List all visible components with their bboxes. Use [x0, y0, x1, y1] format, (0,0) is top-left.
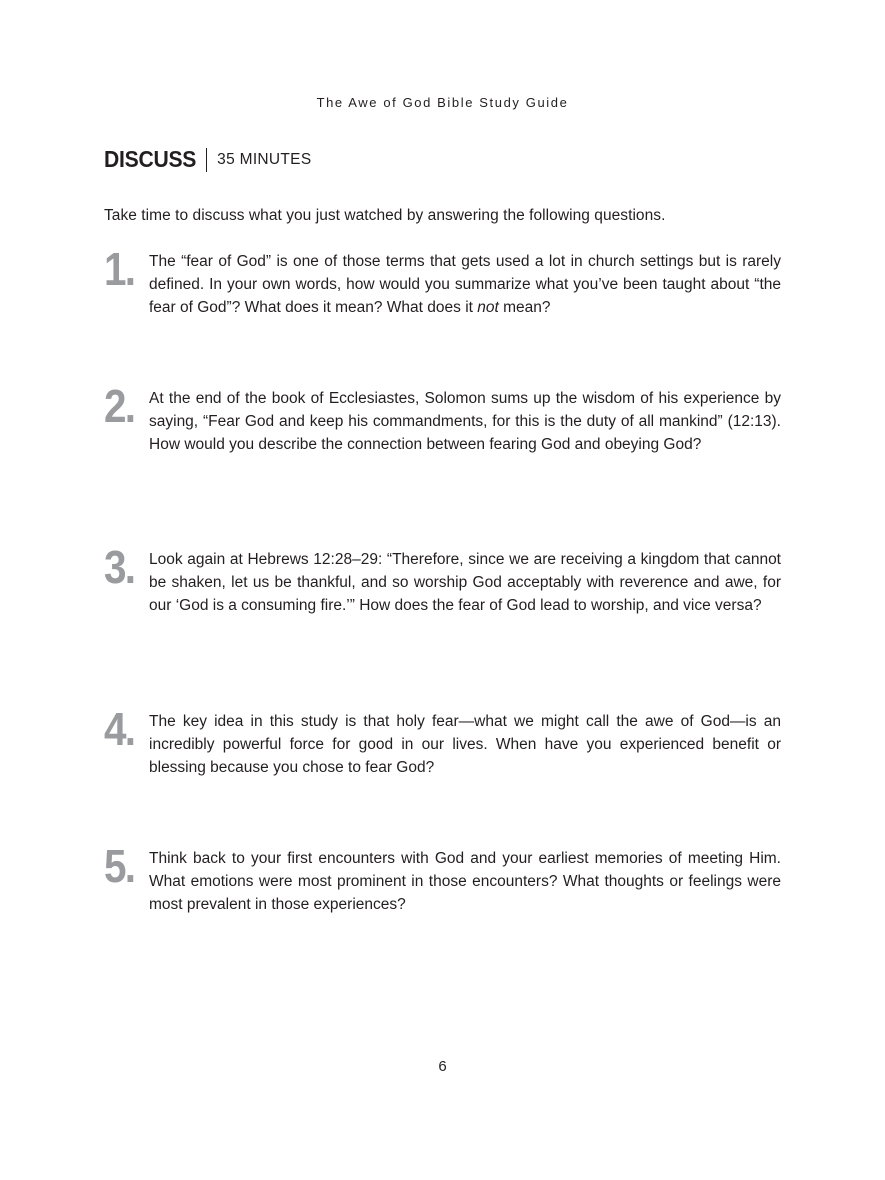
question-text-part: mean? [498, 299, 551, 316]
question-text [149, 250, 781, 319]
question-number: 2. [104, 380, 135, 432]
question-5 [104, 840, 784, 947]
question-text-emphasis: not [477, 299, 499, 316]
section-divider [206, 148, 207, 172]
question-text: Look again at Hebrews 12:28–29: “Therefore, since we are receiving a kingdom that cannot be shaken, let us be thankful, and so worship God acceptably with reverence and awe, for our ‘God is a consuming fire.’” How does the fear of God lead to worship, and vice versa? [149, 551, 781, 614]
question-number: 4. [104, 703, 135, 755]
question-4 [104, 703, 784, 810]
question-3 [104, 541, 784, 648]
page-number: 6 [438, 1058, 447, 1075]
question-text: Think back to your first encounters with God and your earliest memories of meeting Him. What emotions were most prominent in those encounters? What thoughts or feelings were most prevalent in those experiences? [149, 850, 781, 913]
intro-text: Take time to discuss what you just watched by answering the following questions. [104, 207, 666, 224]
section-heading [104, 146, 311, 173]
question-number: 5. [104, 840, 135, 892]
section-title: DISCUSS [104, 146, 197, 172]
question-text: At the end of the book of Ecclesiastes, Solomon sums up the wisdom of his experience by saying, “Fear God and keep his commandments, for this is the duty of all mankind” (12:13). How would you describe the connection between fearing God and obeying God? [149, 390, 781, 453]
running-head: The Awe of God Bible Study Guide [316, 95, 569, 110]
question-text-part: The “fear of God” is one of those terms that gets used a lot in church settings but is rarely defined. In your own words, how would you summarize what you’ve been taught about “the fear of God”? What does it mean? What does it [149, 253, 781, 316]
section-duration: 35 MINUTES [217, 150, 312, 168]
question-number: 3. [104, 541, 135, 593]
question-2 [104, 380, 784, 487]
question-number: 1. [104, 243, 135, 295]
question-1 [104, 243, 784, 350]
question-text: The key idea in this study is that holy fear—what we might call the awe of God—is an incredibly powerful force for good in our lives. When have you experienced benefit or blessing because you chose to fear God? [149, 713, 781, 776]
